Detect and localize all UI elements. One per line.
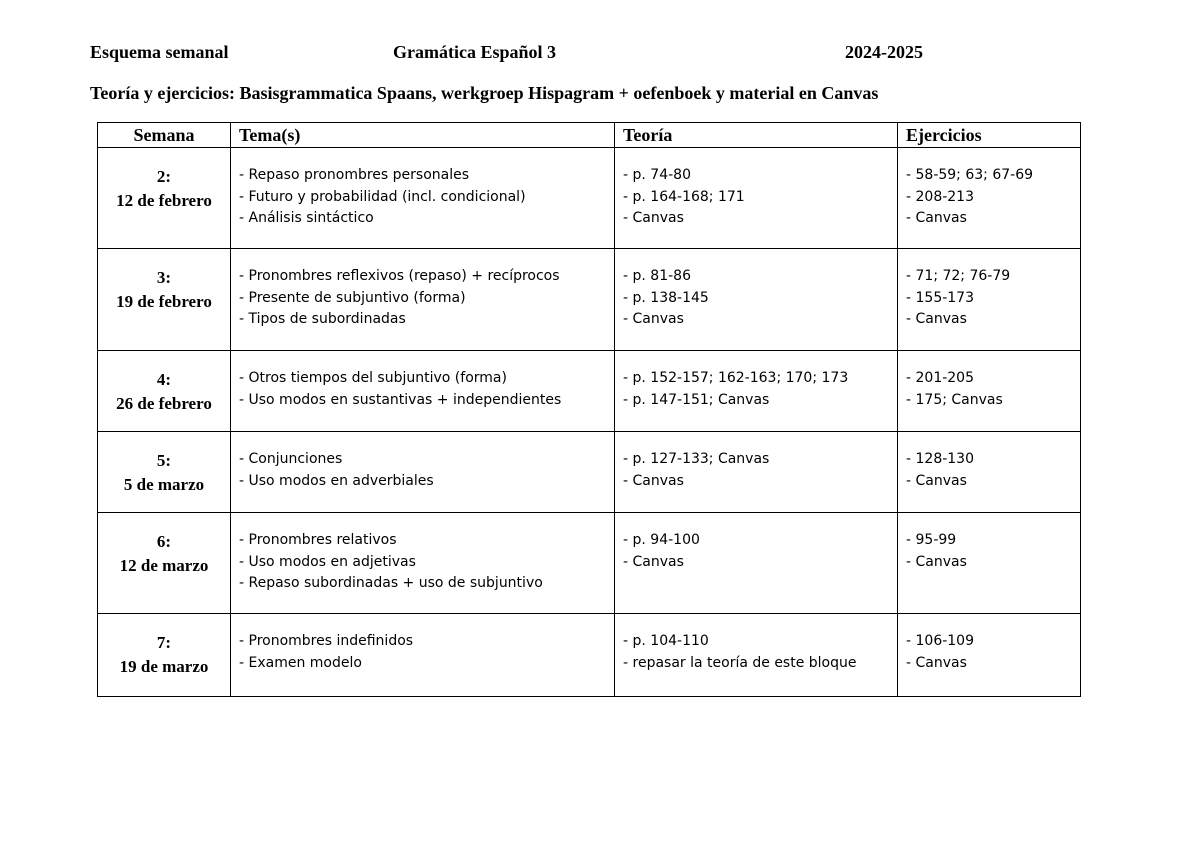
week-cell xyxy=(98,249,231,351)
tema-line: - Presente de subjuntivo (forma) xyxy=(239,289,466,306)
teoria-line: - Canvas xyxy=(623,210,684,226)
table-row xyxy=(98,513,1081,614)
table-row xyxy=(98,351,1081,432)
teoria-cell xyxy=(615,351,898,432)
tema-line: - Uso modos en adjetivas xyxy=(239,553,416,570)
week-cell xyxy=(98,513,231,614)
week-cell xyxy=(98,432,231,513)
teoria-line: - p. 81-86 xyxy=(623,268,691,284)
teoria-cell xyxy=(615,148,898,249)
teoria-cell xyxy=(615,249,898,351)
header-course-title: Gramática Español 3 xyxy=(393,42,557,62)
teoria-cell xyxy=(615,432,898,513)
tema-line: - Pronombres relativos xyxy=(239,532,397,548)
ejercicio-line: - 58-59; 63; 67-69 xyxy=(906,167,1034,183)
ejercicios-cell xyxy=(898,432,1081,513)
tema-line: - Repaso subordinadas + uso de subjuntivo xyxy=(239,575,543,591)
tema-line: - Examen modelo xyxy=(239,654,362,671)
teoria-line: - Canvas xyxy=(623,311,684,327)
temas-cell xyxy=(231,614,615,697)
ejercicio-line: - 208-213 xyxy=(906,188,974,205)
teoria-line: - p. 127-133; Canvas xyxy=(623,451,770,467)
teoria-line: - Canvas xyxy=(623,472,684,489)
week-cell xyxy=(98,148,231,249)
ejercicios-cell xyxy=(898,249,1081,351)
temas-cell xyxy=(231,432,615,513)
table-row xyxy=(98,614,1081,697)
teoria-line: - p. 74-80 xyxy=(623,167,691,183)
ejercicio-line: - 175; Canvas xyxy=(906,391,1003,408)
tema-line: - Repaso pronombres personales xyxy=(239,167,470,183)
ejercicio-line: - 106-109 xyxy=(906,633,974,649)
week-date: 5 de marzo xyxy=(123,475,205,494)
column-header-temas: Tema(s) xyxy=(231,123,615,148)
table-row xyxy=(98,148,1081,249)
ejercicios-cell xyxy=(898,351,1081,432)
week-date: 12 de febrero xyxy=(116,191,212,210)
temas-cell xyxy=(231,249,615,351)
ejercicio-line: - 71; 72; 76-79 xyxy=(906,268,1011,284)
week-number: 7: xyxy=(156,633,172,652)
ejercicio-line: - Canvas xyxy=(906,472,967,489)
teoria-line: - p. 94-100 xyxy=(623,532,700,548)
week-number: 3: xyxy=(156,268,172,287)
tema-line: - Pronombres indefinidos xyxy=(239,633,414,649)
ejercicios-cell xyxy=(898,513,1081,614)
column-header-ejercicios: Ejercicios xyxy=(898,123,1081,148)
temas-cell xyxy=(231,148,615,249)
teoria-line: - p. 152-157; 162-163; 170; 173 xyxy=(623,370,849,386)
week-cell xyxy=(98,351,231,432)
header-left-title: Esquema semanal xyxy=(90,42,229,62)
temas-cell xyxy=(231,351,615,432)
ejercicio-line: - Canvas xyxy=(906,654,967,671)
teoria-line: - Canvas xyxy=(623,553,684,570)
tema-line: - Conjunciones xyxy=(239,451,343,467)
teoria-cell xyxy=(615,614,898,697)
tema-line: - Tipos de subordinadas xyxy=(239,311,406,327)
ejercicio-line: - 201-205 xyxy=(906,370,974,386)
tema-line: - Otros tiempos del subjuntivo (forma) xyxy=(239,370,507,386)
ejercicio-line: - Canvas xyxy=(906,553,967,570)
week-date: 19 de marzo xyxy=(119,657,209,676)
ejercicio-line: - 128-130 xyxy=(906,451,974,467)
teoria-line: - p. 147-151; Canvas xyxy=(623,391,770,408)
week-cell xyxy=(98,614,231,697)
week-number: 5: xyxy=(156,451,172,470)
column-header-semana: Semana xyxy=(98,123,231,148)
ejercicio-line: - Canvas xyxy=(906,311,967,327)
subtitle: Teoría y ejercicios: Basisgrammatica Spaans, werkgroep Hispagram + oefenboek y material en Canvas xyxy=(90,83,879,103)
tema-line: - Análisis sintáctico xyxy=(239,210,374,226)
header-academic-year: 2024-2025 xyxy=(845,42,923,62)
week-date: 26 de febrero xyxy=(116,394,212,413)
tema-line: - Pronombres reflexivos (repaso) + recíprocos xyxy=(239,268,560,284)
column-header-teoria: Teoría xyxy=(615,123,898,148)
week-number: 2: xyxy=(156,167,172,186)
teoria-line: - p. 138-145 xyxy=(623,289,709,306)
tema-line: - Uso modos en adverbiales xyxy=(239,472,434,489)
week-number: 6: xyxy=(156,532,172,551)
table-row xyxy=(98,249,1081,351)
ejercicio-line: - 155-173 xyxy=(906,289,974,306)
tema-line: - Uso modos en sustantivas + independientes xyxy=(239,391,562,408)
ejercicios-cell xyxy=(898,148,1081,249)
schedule-table xyxy=(97,122,1081,697)
tema-line: - Futuro y probabilidad (incl. condicional) xyxy=(239,188,526,205)
table-header-row xyxy=(98,123,1081,148)
week-date: 19 de febrero xyxy=(116,292,212,311)
teoria-line: - p. 104-110 xyxy=(623,633,709,649)
ejercicio-line: - 95-99 xyxy=(906,532,957,548)
table-row xyxy=(98,432,1081,513)
teoria-cell xyxy=(615,513,898,614)
ejercicios-cell xyxy=(898,614,1081,697)
teoria-line: - repasar la teoría de este bloque xyxy=(623,654,857,671)
week-date: 12 de marzo xyxy=(119,556,209,575)
week-number: 4: xyxy=(156,370,172,389)
temas-cell xyxy=(231,513,615,614)
teoria-line: - p. 164-168; 171 xyxy=(623,188,745,205)
ejercicio-line: - Canvas xyxy=(906,210,967,226)
